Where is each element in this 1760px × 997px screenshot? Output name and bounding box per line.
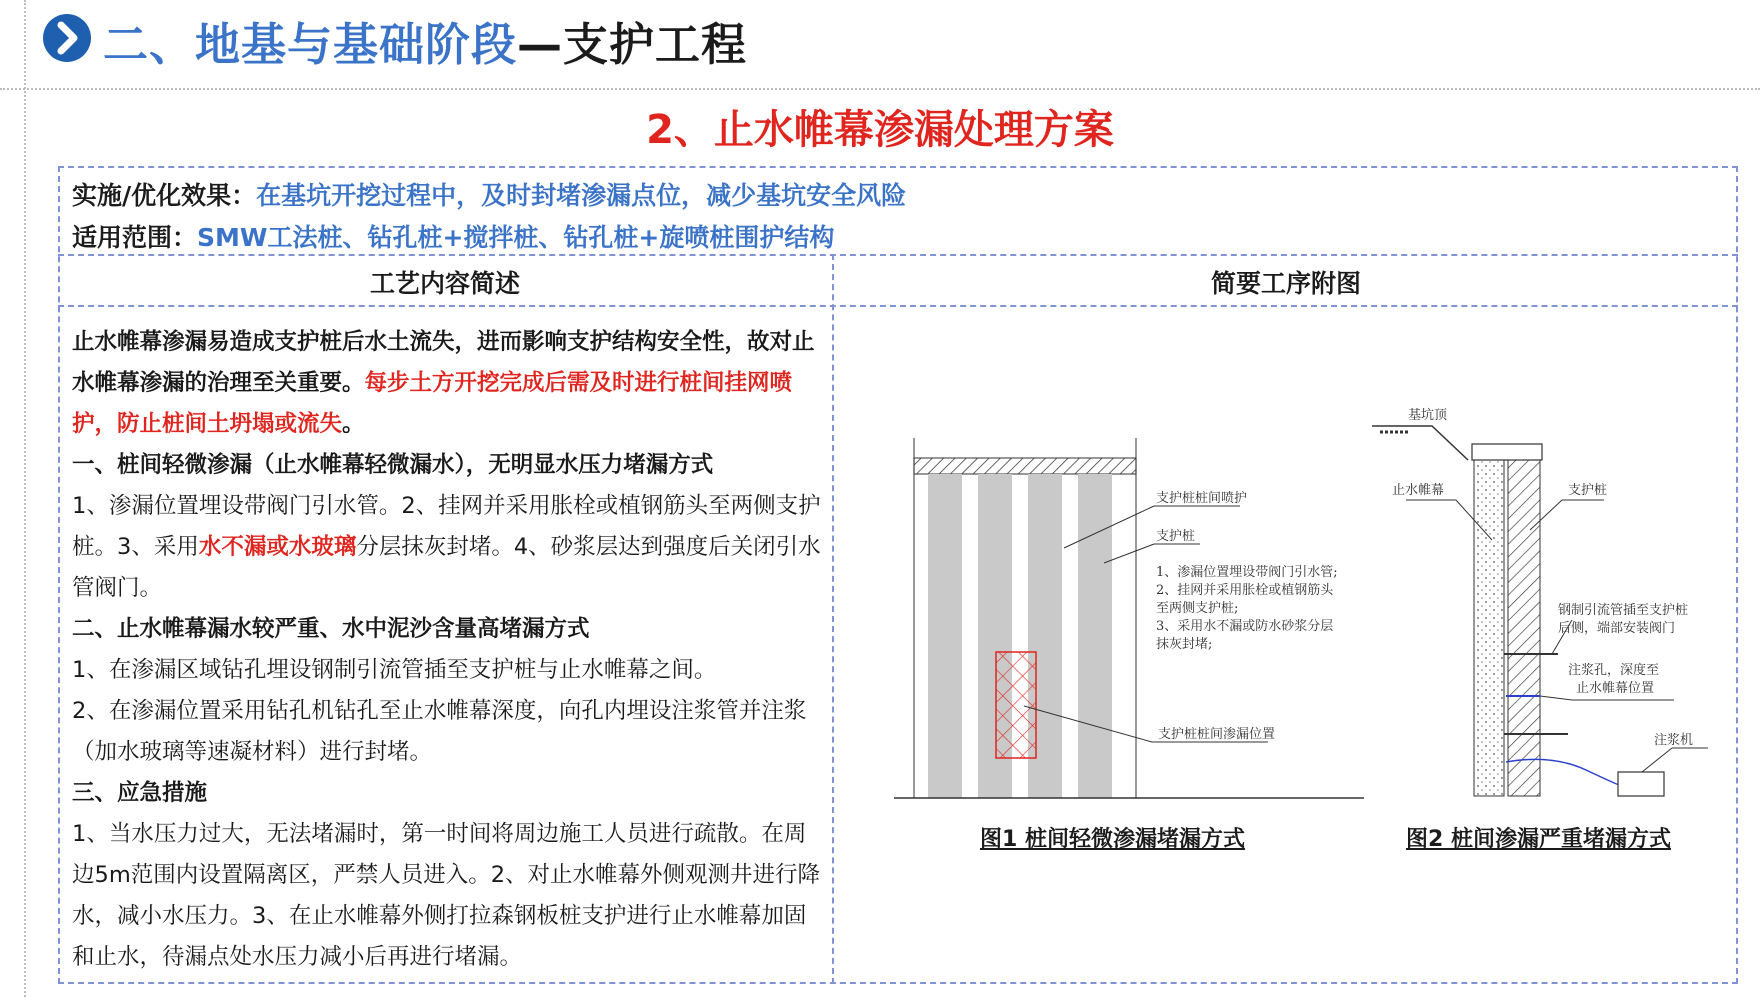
section-subtitle: 2、止水帷幕渗漏处理方案 <box>646 107 1114 153</box>
page-title-suffix: —支护工程 <box>517 18 748 71</box>
effect-row <box>72 176 906 212</box>
chevron-right-circle-icon <box>43 14 91 62</box>
note-line-4: 3、采用水不漏或防水砂浆分层 <box>1156 619 1334 634</box>
section1-text-b: 分层抹灰封堵。4、砂浆层达到强度后关闭引水管阀门。 <box>72 534 821 601</box>
effect-value: 在基坑开挖过程中，及时封堵渗漏点位，减少基坑安全风险 <box>256 181 907 210</box>
figure2-diagram <box>1372 400 1712 804</box>
label-grout-machine: 注浆机 <box>1654 733 1694 748</box>
frame-divider-top <box>58 254 1738 256</box>
header-dotted-divider <box>0 88 1760 90</box>
process-description <box>72 322 824 978</box>
intro-highlight: 每步土方开挖完成后需及时进行桩间挂网喷护，防止桩间土坍塌或流失 <box>72 370 793 437</box>
note-line-3: 至两侧支护桩; <box>1156 601 1239 616</box>
section1-title: 一、桩间轻微渗漏（止水帷幕轻微漏水），无明显水压力堵漏方式 <box>72 452 714 478</box>
figure2-caption: 图2 桩间渗漏严重堵漏方式 <box>1406 827 1671 852</box>
figure1-diagram <box>884 438 1384 812</box>
section3-paragraph: 1、当水压力过大，无法堵漏时，第一时间将周边施工人员进行疏散。在周边5m范围内设置隔离区，严禁人员进入。2、对止水帷幕外侧观测井进行降水，减小水压力。3、在止水帷幕外侧打拉森钢板桩支护进行止水帷幕加固和止水，待漏点处水压力减小后再进行堵漏。 <box>72 821 821 970</box>
page-title <box>103 8 747 73</box>
label-curtain: 止水帷幕 <box>1392 483 1445 498</box>
page-title-main: 二、地基与基础阶段 <box>103 18 518 71</box>
note-line-5: 抹灰封堵; <box>1156 637 1213 652</box>
column-header-process: 工艺内容简述 <box>369 269 520 298</box>
label-leak-position: 支护桩桩间渗漏位置 <box>1158 727 1276 742</box>
scope-label: 适用范围： <box>72 223 198 252</box>
scope-value: SMW工法桩、钻孔桩+搅拌桩、钻孔桩+旋喷桩围护结构 <box>197 223 835 252</box>
frame-divider-header <box>58 305 1738 307</box>
label-pile: 支护桩 <box>1156 529 1196 544</box>
label-pipe-2: 后侧，端部安装阀门 <box>1558 621 1676 636</box>
label-pipe-1: 钢制引流管插至支护桩 <box>1558 603 1689 618</box>
label-pit-top: 基坑顶 <box>1408 408 1448 423</box>
section1-highlight: 水不漏或水玻璃 <box>198 534 357 560</box>
intro-end: 。 <box>342 411 365 437</box>
figure1-caption: 图1 桩间轻微渗漏堵漏方式 <box>980 827 1245 852</box>
intro-paragraph <box>72 322 824 445</box>
intro-text: 止水帷幕渗漏易造成支护桩后水土流失，进而影响支护结构安全性，故对止水帷幕渗漏的治理至关重要。 <box>72 329 815 396</box>
label-hole-1: 注浆孔，深度至 <box>1568 663 1660 678</box>
section3-title: 三、应急措施 <box>72 780 208 806</box>
section1-text-a: 1、渗漏位置埋设带阀门引水管。2、挂网并采用胀栓或植钢筋头至两侧支护桩。3、采用 <box>72 493 821 560</box>
effect-label: 实施/优化效果： <box>72 181 257 210</box>
section2-title: 二、止水帷幕漏水较严重、水中泥沙含量高堵漏方式 <box>72 616 590 642</box>
note-line-2: 2、挂网并采用胀栓或植钢筋头 <box>1156 583 1334 598</box>
label-spray: 支护桩桩间喷护 <box>1156 491 1248 506</box>
column-divider <box>832 254 834 984</box>
section2-paragraph-1: 1、在渗漏区域钻孔埋设钢制引流管插至支护桩与止水帷幕之间。 <box>72 657 717 683</box>
scope-row <box>72 218 834 254</box>
label-hole-2: 止水帷幕位置 <box>1576 681 1655 696</box>
section2-paragraph-2: 2、在渗漏位置采用钻孔机钻孔至止水帷幕深度，向孔内埋设注浆管并注浆（加水玻璃等速凝材料）进行封堵。 <box>72 698 807 765</box>
section1-paragraph <box>72 486 824 609</box>
column-header-figures: 简要工序附图 <box>1210 269 1361 298</box>
label-support-pile: 支护桩 <box>1568 483 1608 498</box>
note-line-1: 1、渗漏位置埋设带阀门引水管; <box>1156 565 1338 580</box>
